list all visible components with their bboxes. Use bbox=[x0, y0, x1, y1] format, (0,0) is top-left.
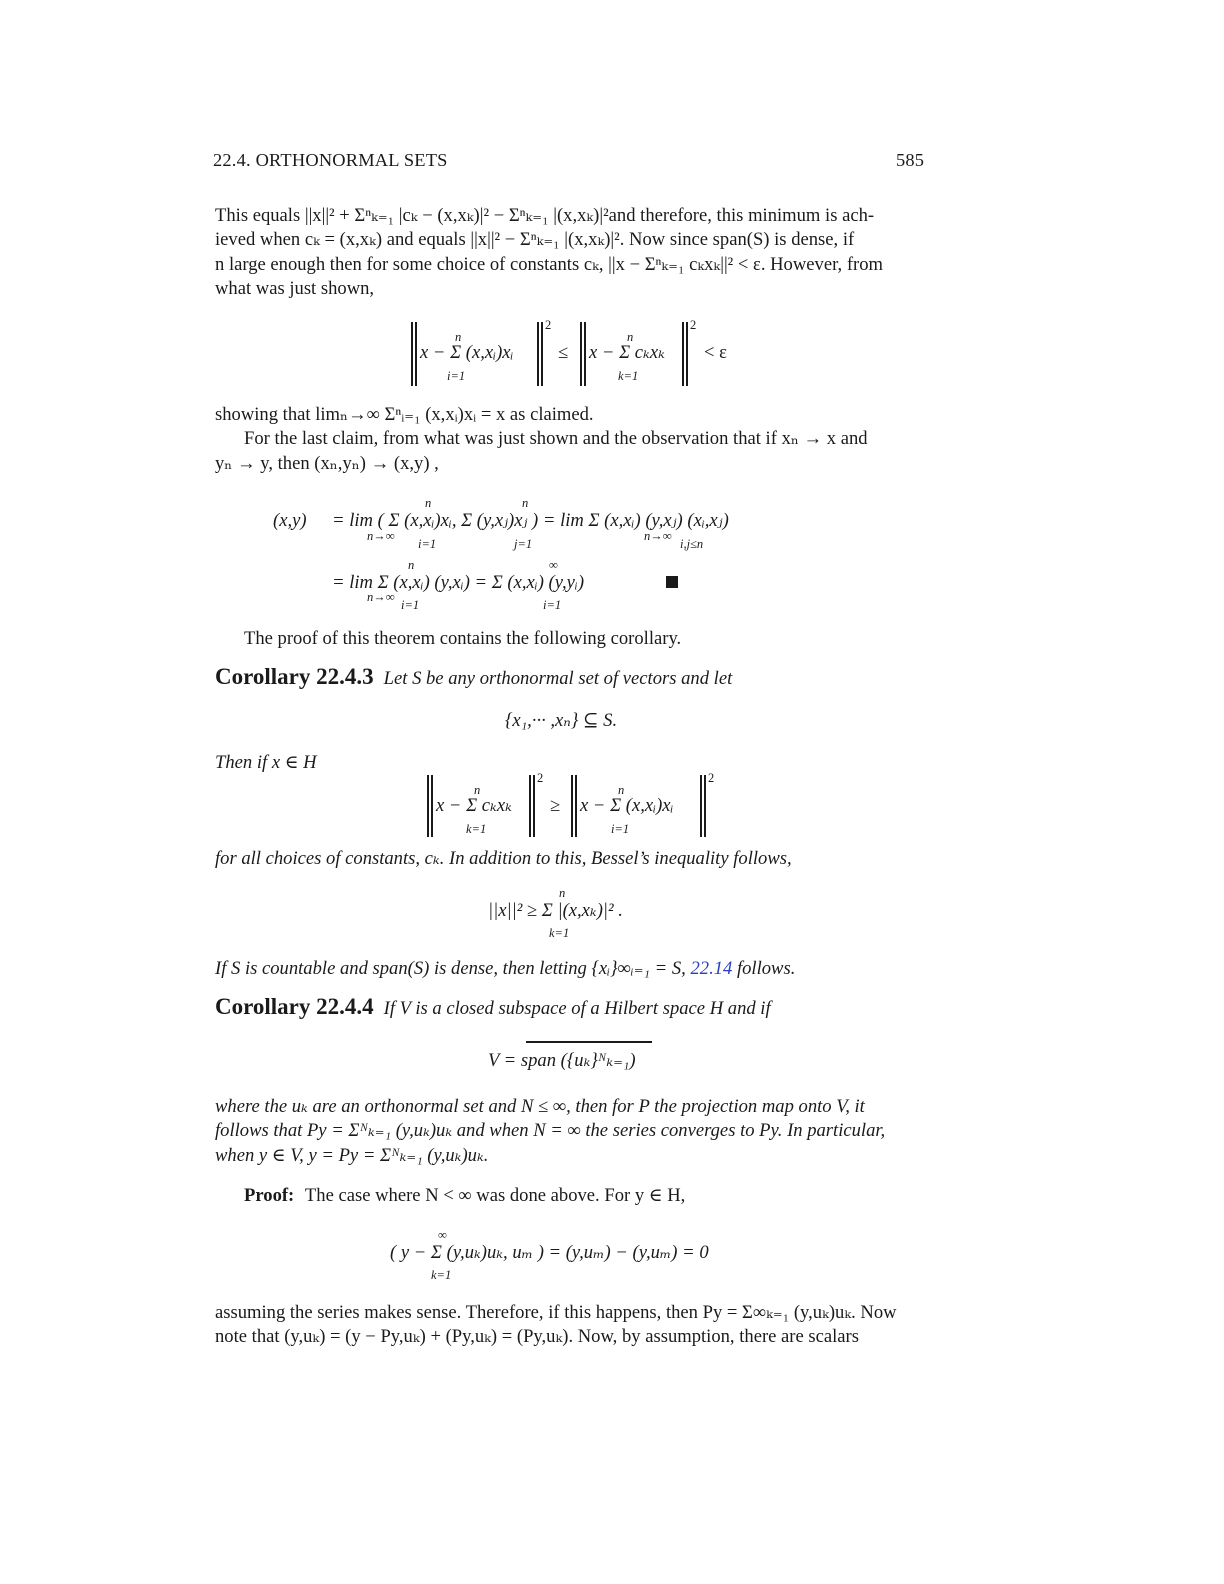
equation-ref-link[interactable]: 22.14 bbox=[690, 958, 733, 979]
display-equation-1-left: x − Σ (x,xᵢ)xᵢ bbox=[420, 342, 514, 363]
sum-lower-limit: k=1 bbox=[618, 369, 639, 383]
span-equation: V = span ({uₖ}ᴺₖ₌₁) bbox=[488, 1050, 636, 1071]
sum-upper-limit: n bbox=[425, 496, 432, 510]
corollary-label: Corollary 22.4.4 bbox=[215, 994, 374, 1019]
norm-bar bbox=[431, 775, 433, 837]
norm-bar bbox=[704, 775, 706, 837]
sum-lower-limit: i=1 bbox=[401, 598, 420, 612]
exponent: 2 bbox=[690, 318, 697, 332]
proof-text: The case where N < ∞ was done above. For y ∈ H, bbox=[304, 1185, 686, 1206]
corollary-statement: Let S be any orthonormal set of vectors and let bbox=[383, 668, 733, 689]
sum-upper-limit: ∞ bbox=[549, 558, 558, 572]
text-line: ieved when cₖ = (x,xₖ) and equals ||x||² − Σⁿₖ₌₁ |(x,xₖ)|². Now since span(S) is dense, if bbox=[215, 229, 855, 251]
relation-geq: ≥ bbox=[550, 795, 561, 816]
relation-leq: ≤ bbox=[558, 342, 569, 363]
norm-bar bbox=[686, 322, 688, 386]
equation-2-lhs: (x,y) bbox=[273, 510, 307, 531]
equation-2-line-2: = lim Σ (x,xᵢ) (y,xᵢ) = Σ (x,xᵢ) (y,yᵢ) bbox=[332, 572, 585, 593]
lim-subscript: n→∞ bbox=[367, 529, 395, 543]
proof-paragraph bbox=[215, 1184, 927, 1208]
corollary-label: Corollary 22.4.3 bbox=[215, 664, 374, 689]
text-line: follows that Py = Σᴺₖ₌₁ (y,uₖ)uₖ and when N = ∞ the series converges to Py. In particular, bbox=[215, 1120, 886, 1142]
exponent: 2 bbox=[708, 771, 715, 785]
set-equation: {x₁,··· ,xₙ} ⊆ S. bbox=[505, 710, 618, 731]
display-equation-3-right: x − Σ (x,xᵢ)xᵢ bbox=[580, 795, 674, 816]
display-equation-1-right: x − Σ cₖxₖ bbox=[589, 342, 665, 363]
equation-1-tail: < ε bbox=[704, 342, 727, 363]
display-equation-6: ( y − Σ (y,uₖ)uₖ, uₘ ) = (y,uₘ) − (y,uₘ) = 0 bbox=[390, 1242, 709, 1263]
norm-bar bbox=[541, 322, 543, 386]
sum-lower-limit: i=1 bbox=[447, 369, 466, 383]
norm-bar bbox=[700, 775, 702, 837]
sum-lower-limit: i=1 bbox=[611, 822, 630, 836]
sum-upper-limit: n bbox=[474, 783, 481, 797]
corollary-22-4-3 bbox=[215, 664, 732, 690]
corollary-22-4-4 bbox=[215, 994, 771, 1020]
text-line: showing that limₙ→∞ Σⁿᵢ₌₁ (x,xᵢ)xᵢ = x as claimed. bbox=[215, 404, 594, 425]
norm-bar bbox=[427, 775, 429, 837]
sum-upper-limit: n bbox=[408, 558, 415, 572]
paragraph-2 bbox=[215, 403, 927, 476]
paragraph-1 bbox=[215, 204, 927, 302]
lim-subscript: n→∞ bbox=[367, 590, 395, 604]
equation-2-line-1: = lim ( Σ (x,xᵢ)xᵢ, Σ (y,xⱼ)xⱼ ) = lim Σ (x,xᵢ) (y,xⱼ) (xᵢ,xⱼ) bbox=[332, 510, 729, 531]
norm-bar bbox=[533, 775, 535, 837]
norm-bar bbox=[575, 775, 577, 837]
text-line: This equals ||x||² + Σⁿₖ₌₁ |cₖ − (x,xₖ)|² − Σⁿₖ₌₁ |(x,xₖ)|²and therefore, this minimum is ach- bbox=[215, 205, 875, 226]
text-line: what was just shown, bbox=[215, 278, 375, 300]
sum-upper-limit: n bbox=[455, 330, 462, 344]
exponent: 2 bbox=[545, 318, 552, 332]
norm-bar bbox=[682, 322, 684, 386]
text-line: yₙ → y, then (xₙ,yₙ) → (x,y) , bbox=[215, 452, 439, 474]
corollary-then: Then if x ∈ H bbox=[215, 752, 317, 773]
sum-upper-limit: n bbox=[627, 330, 634, 344]
display-equation-3-left: x − Σ cₖxₖ bbox=[436, 795, 512, 816]
proof-label: Proof: bbox=[244, 1185, 295, 1206]
sum-lower-limit: i=1 bbox=[543, 598, 562, 612]
sum-upper-limit: n bbox=[522, 496, 529, 510]
text-line: note that (y,uₖ) = (y − Py,uₖ) + (Py,uₖ) = (Py,uₖ). Now, by assumption, there are scalars bbox=[215, 1326, 859, 1348]
norm-bar bbox=[415, 322, 417, 386]
sum-lower-limit: k=1 bbox=[431, 1268, 452, 1282]
norm-bar bbox=[411, 322, 413, 386]
sum-lower-limit: j=1 bbox=[514, 537, 533, 551]
norm-bar bbox=[537, 322, 539, 386]
paragraph-4: The proof of this theorem contains the following corollary. bbox=[244, 628, 682, 649]
sum-upper-limit: n bbox=[559, 886, 566, 900]
text-span: follows. bbox=[736, 958, 796, 979]
norm-bar bbox=[580, 322, 582, 386]
corollary-continuation: for all choices of constants, cₖ. In addition to this, Bessel’s inequality follows, bbox=[215, 848, 792, 869]
paragraph-5 bbox=[215, 1301, 927, 1350]
text-span: If S is countable and span(S) is dense, then letting {xᵢ}∞ᵢ₌₁ = S, bbox=[215, 958, 686, 979]
sum-lower-limit: i,j≤n bbox=[680, 537, 704, 551]
sum-upper-limit: ∞ bbox=[438, 1228, 447, 1242]
text-line: For the last claim, from what was just shown and the observation that if xₙ → x and bbox=[244, 428, 868, 450]
sum-lower-limit: k=1 bbox=[549, 926, 570, 940]
lim-subscript: n→∞ bbox=[644, 529, 672, 543]
norm-bar bbox=[584, 322, 586, 386]
bessel-inequality: ||x||² ≥ Σ |(x,xₖ)|² . bbox=[488, 900, 623, 921]
text-line: where the uₖ are an orthonormal set and N ≤ ∞, then for P the projection map onto V, it bbox=[215, 1096, 865, 1117]
text-line: assuming the series makes sense. Therefore, if this happens, then Py = Σ∞ₖ₌₁ (y,uₖ)uₖ. Now bbox=[215, 1302, 897, 1323]
corollary-body bbox=[215, 1095, 927, 1168]
text-line: n large enough then for some choice of constants cₖ, ||x − Σⁿₖ₌₁ cₖxₖ||² < ε. However, from bbox=[215, 253, 883, 275]
qed-square bbox=[666, 574, 678, 592]
text-line: when y ∈ V, y = Py = Σᴺₖ₌₁ (y,uₖ)uₖ. bbox=[215, 1144, 489, 1166]
sum-upper-limit: n bbox=[618, 783, 625, 797]
norm-bar bbox=[529, 775, 531, 837]
norm-bar bbox=[571, 775, 573, 837]
page-number: 585 bbox=[896, 150, 925, 170]
exponent: 2 bbox=[537, 771, 544, 785]
sum-lower-limit: i=1 bbox=[418, 537, 437, 551]
closure-overline bbox=[526, 1041, 652, 1043]
running-header: 22.4. ORTHONORMAL SETS bbox=[213, 150, 448, 170]
corollary-last-line bbox=[215, 957, 927, 981]
corollary-statement: If V is a closed subspace of a Hilbert space H and if bbox=[383, 998, 771, 1019]
sum-lower-limit: k=1 bbox=[466, 822, 487, 836]
